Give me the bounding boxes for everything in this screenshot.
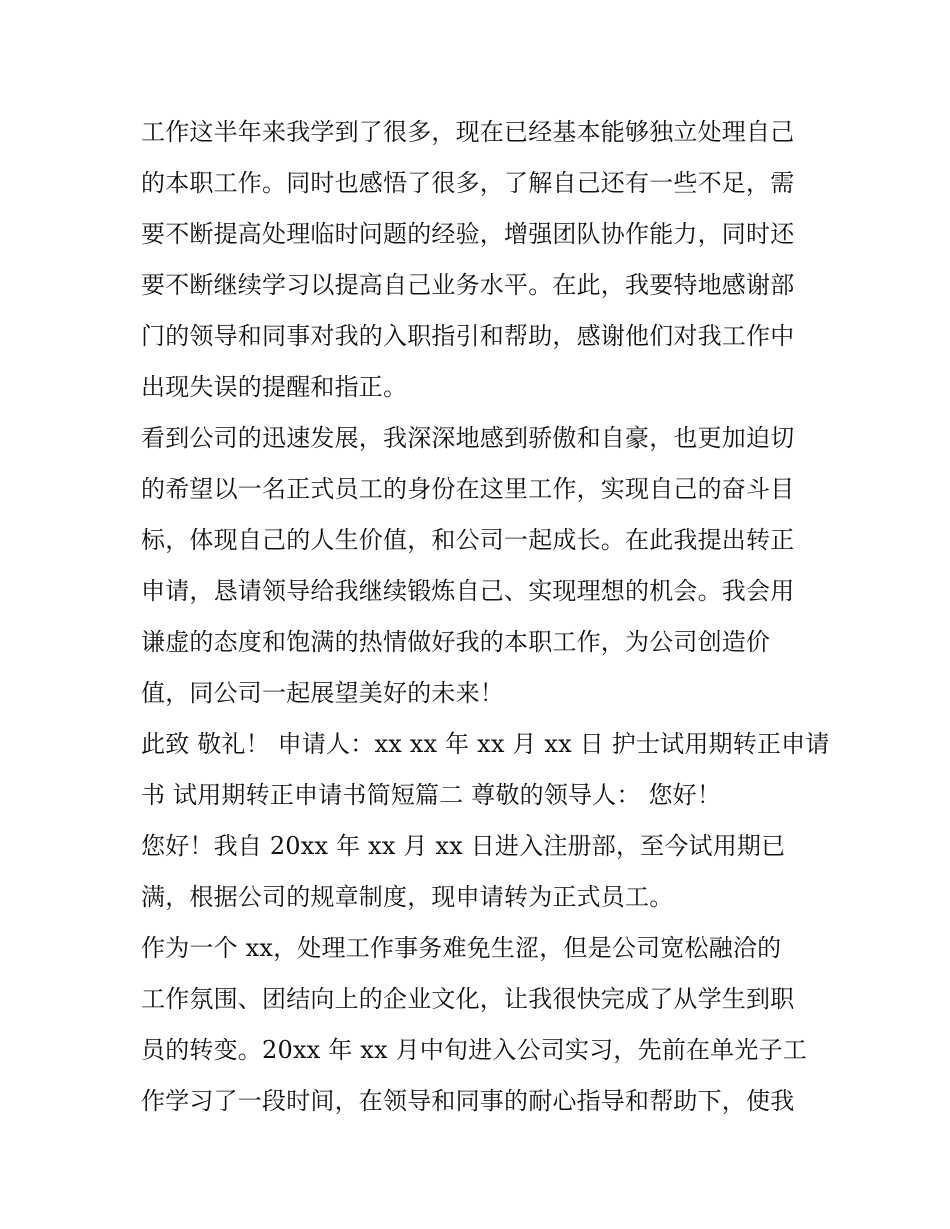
text-line: 申请，恳请领导给我继续锻炼自己、实现理想的机会。我会用: [141, 577, 795, 605]
paragraph-5: [141, 923, 821, 1127]
text-line: 您好！我自 20xx 年 xx 月 xx 日进入注册部，至今试用期已: [141, 832, 786, 860]
paragraph-2: [141, 413, 821, 719]
text-line: 的希望以一名正式员工的身份在这里工作，实现自己的奋斗目: [141, 475, 795, 503]
text-line: 工作这半年来我学到了很多，现在已经基本能够独立处理自己: [141, 118, 795, 146]
text-line: 的本职工作。同时也感悟了很多，了解自己还有一些不足，需: [141, 169, 795, 197]
text-line: 作为一个 xx，处理工作事务难免生涩，但是公司宽松融洽的: [141, 934, 782, 962]
text-line: 书 试用期转正申请书简短篇二 尊敬的领导人： 您好！: [141, 781, 722, 809]
text-line: 要不断提高处理临时问题的经验，增强团队协作能力，同时还: [141, 220, 795, 248]
text-line: 谦虚的态度和饱满的热情做好我的本职工作，为公司创造价: [141, 628, 771, 656]
text-line: 出现失误的提醒和指正。: [141, 373, 408, 401]
text-line: 作学习了一段时间，在领导和同事的耐心指导和帮助下，使我: [141, 1087, 795, 1115]
text-line: 工作氛围、团结向上的企业文化，让我很快完成了从学生到职: [141, 985, 795, 1013]
text-line: 门的领导和同事对我的入职指引和帮助，感谢他们对我工作中: [141, 322, 795, 350]
paragraph-3: [141, 719, 830, 821]
text-line: 看到公司的迅速发展，我深深地感到骄傲和自豪，也更加迫切: [141, 424, 795, 452]
text-line: 员的转变。20xx 年 xx 月中旬进入公司实习，先前在单光子工: [141, 1036, 807, 1064]
text-line: 满，根据公司的规章制度，现申请转为正式员工。: [141, 883, 674, 911]
text-line: 值，同公司一起展望美好的未来！: [141, 679, 504, 707]
paragraph-1: [141, 107, 821, 413]
text-line: 此致 敬礼！ 申请人：xx xx 年 xx 月 xx 日 护士试用期转正申请: [141, 730, 830, 758]
paragraph-4: [141, 821, 821, 923]
document-body: [141, 107, 830, 1127]
text-line: 标，体现自己的人生价值，和公司一起成长。在此我提出转正: [141, 526, 795, 554]
text-line: 要不断继续学习以提高自己业务水平。在此，我要特地感谢部: [141, 271, 795, 299]
